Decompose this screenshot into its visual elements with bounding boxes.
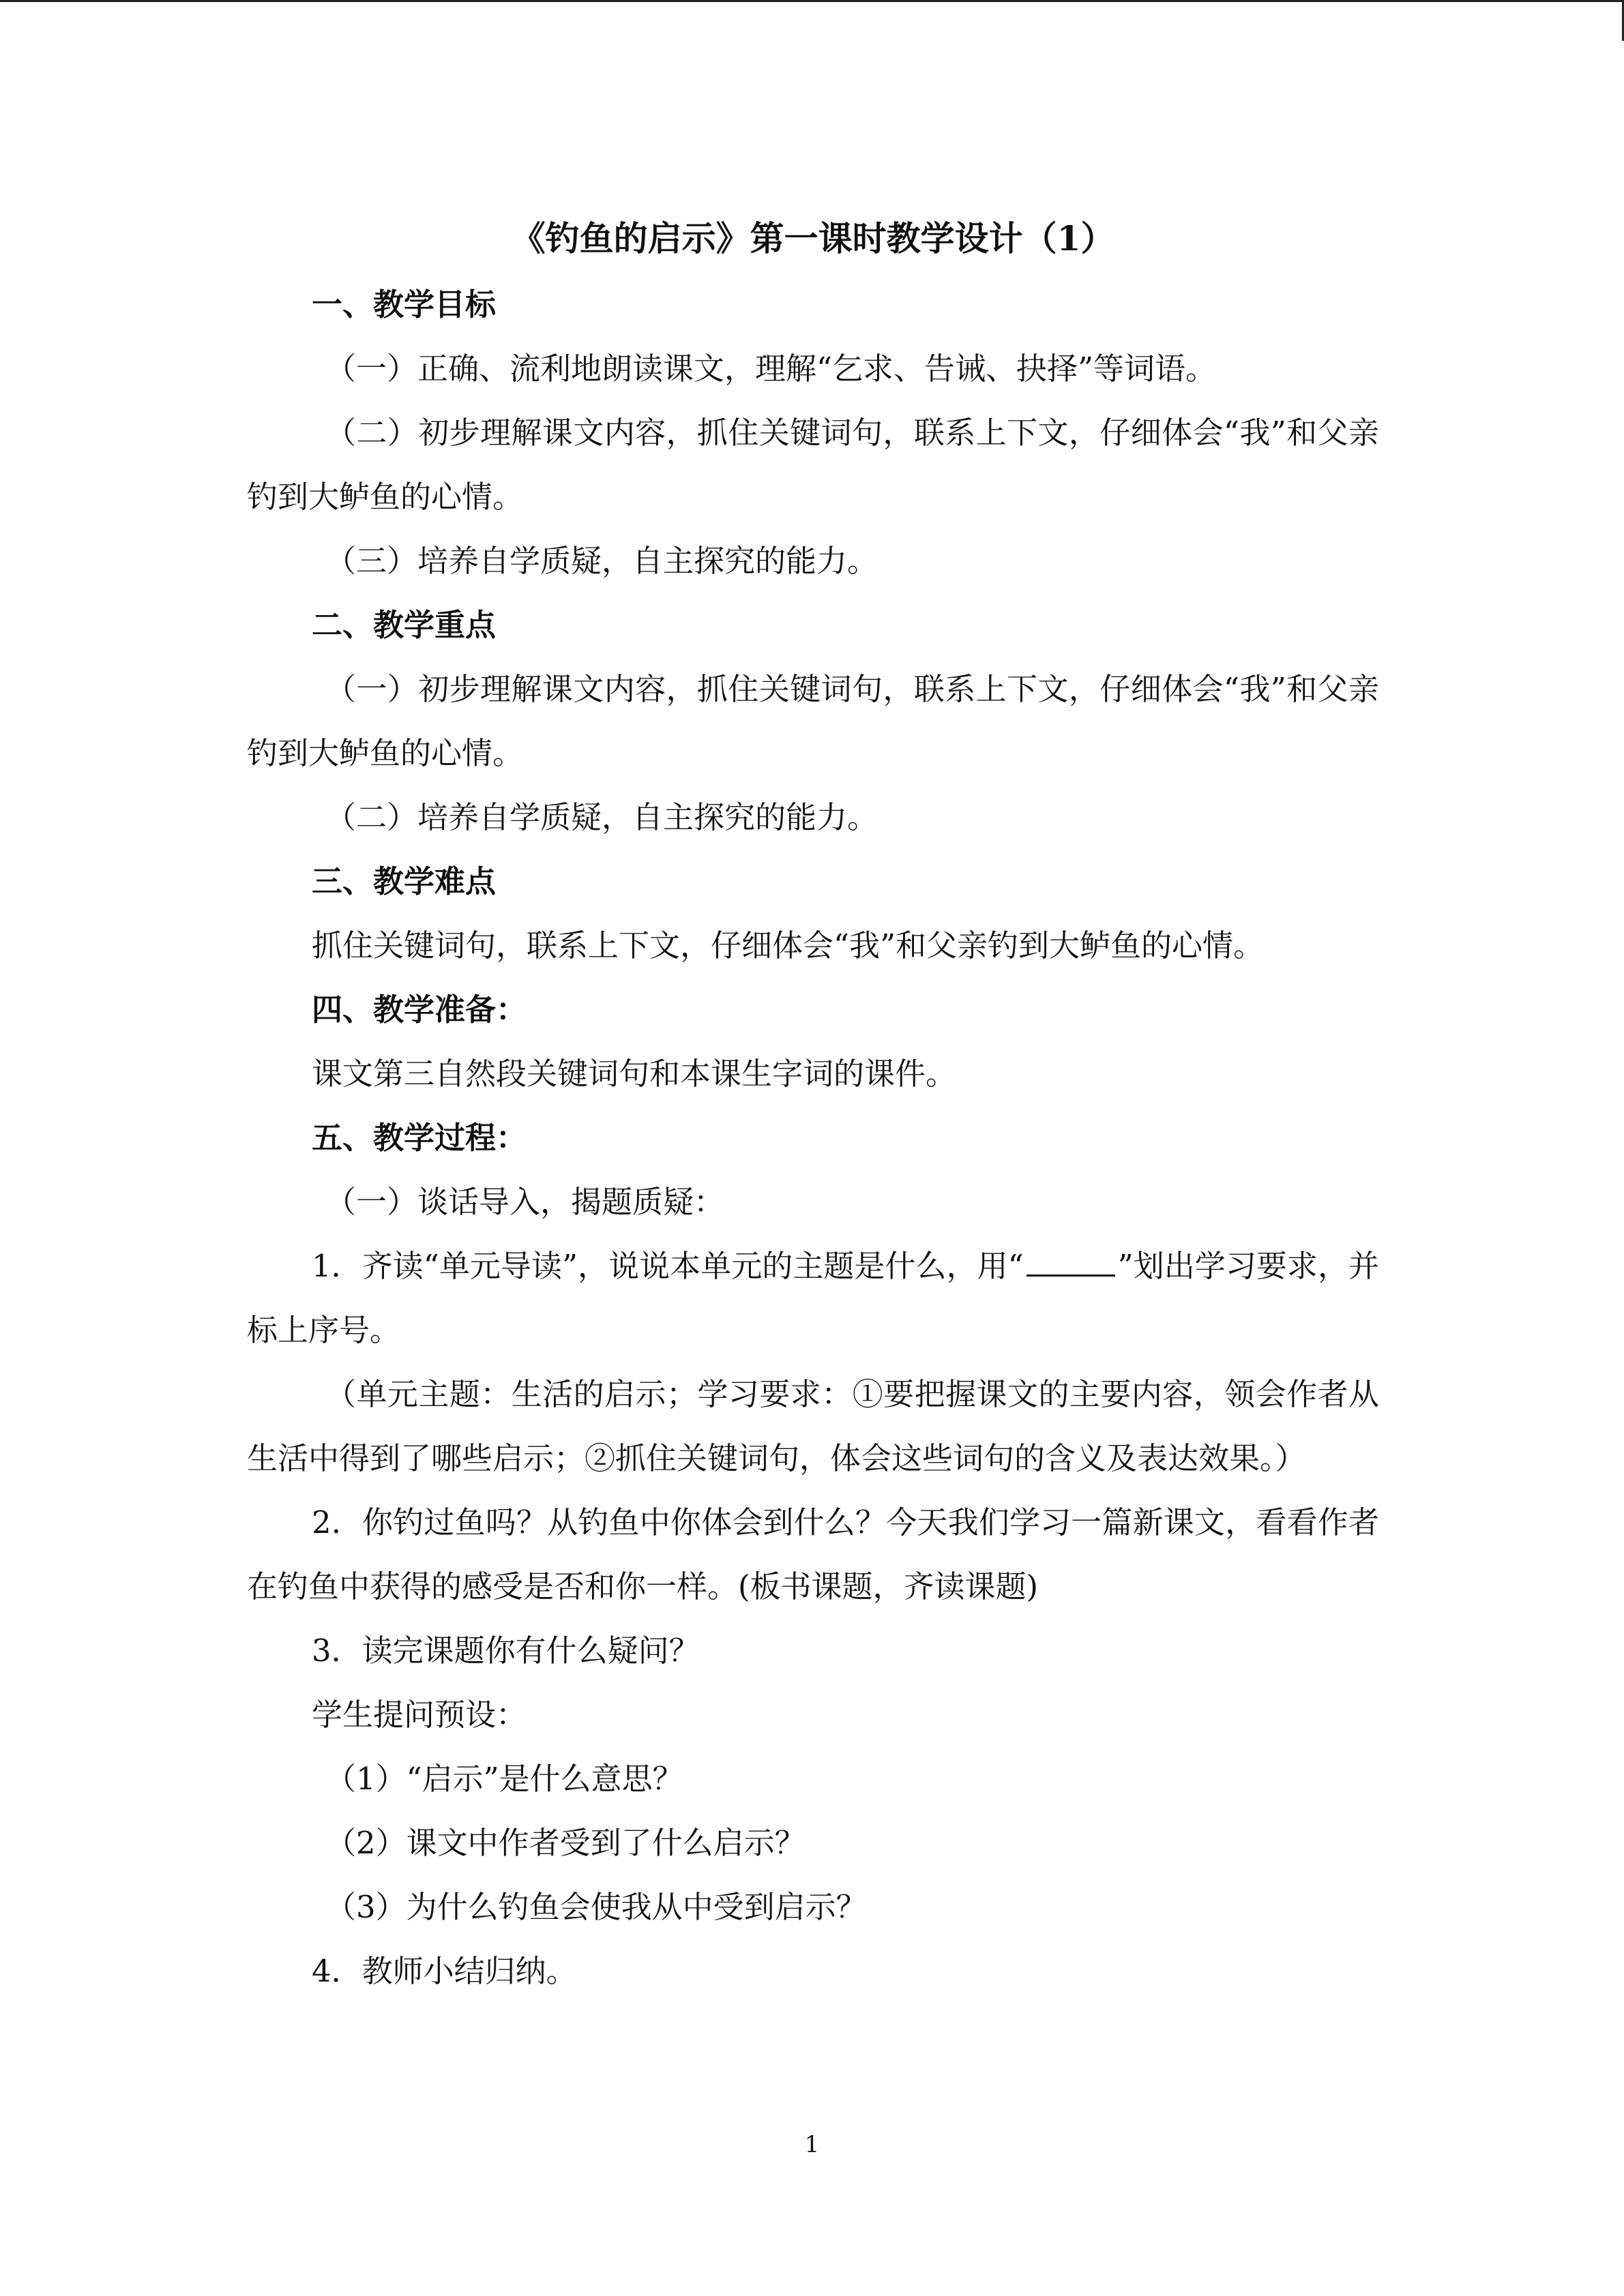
process-step-3: 3．读完课题你有什么疑问？ xyxy=(312,1632,700,1669)
student-question: （2）课文中作者受到了什么启示？ xyxy=(325,1825,806,1861)
section-heading-difficulties: 三、教学难点 xyxy=(312,863,497,899)
preparation-text: 课文第三自然段关键词句和本课生字词的课件。 xyxy=(312,1056,957,1092)
process-step-1-note: （单元主题：生活的启示；学习要求：①要把握课文的主要内容，领会作者从生活中得到了哪些启示；②抓住关键词句，体会这些词句的含义及表达效果。） xyxy=(247,1376,1379,1476)
student-question-preset-label: 学生提问预设： xyxy=(312,1697,527,1733)
section-heading-key-points: 二、教学重点 xyxy=(312,607,497,643)
process-step-2: 2．你钓过鱼吗？从钓鱼中你体会到什么？今天我们学习一篇新课文，看看作者在钓鱼中获得的感受是否和你一样。(板书课题，齐读课题) xyxy=(247,1504,1379,1605)
section-heading-preparation: 四、教学准备： xyxy=(312,992,527,1028)
process-subheading: （一）谈话导入，揭题质疑： xyxy=(325,1184,725,1220)
student-question: （1）“启示”是什么意思？ xyxy=(325,1761,683,1797)
step-1-text-after: ”划出学习要求，并标上序号。 xyxy=(247,1248,1379,1348)
difficulty-text: 抓住关键词句，联系上下文，仔细体会“我”和父亲钓到大鲈鱼的心情。 xyxy=(312,927,1265,964)
key-point-item: （二）培养自学质疑，自主探究的能力。 xyxy=(325,799,879,835)
step-1-text-before: 1．齐读“单元导读”，说说本单元的主题是什么，用“ xyxy=(312,1248,1024,1284)
objective-item: （一）正确、流利地朗读课文，理解“乞求、告诫、抉择”等词语。 xyxy=(325,351,1217,387)
process-step-1 xyxy=(247,1234,1379,1362)
underline-blank xyxy=(1027,1244,1115,1277)
key-point-item: （一）初步理解课文内容，抓住关键词句，联系上下文，仔细体会“我”和父亲钓到大鲈鱼的心情。 xyxy=(247,671,1379,771)
page-number: 1 xyxy=(804,2131,820,2158)
document-title: 《钓鱼的启示》第一课时教学设计（1） xyxy=(511,218,1115,258)
section-heading-objectives: 一、教学目标 xyxy=(312,286,497,323)
objective-item: （二）初步理解课文内容，抓住关键词句，联系上下文，仔细体会“我”和父亲钓到大鲈鱼的心情。 xyxy=(247,415,1379,515)
top-border-line xyxy=(0,0,1624,5)
process-step-4: 4．教师小结归纳。 xyxy=(312,1953,577,1989)
student-question: （3）为什么钓鱼会使我从中受到启示？ xyxy=(325,1889,867,1925)
document-body xyxy=(247,205,1379,2003)
objective-item: （三）培养自学质疑，自主探究的能力。 xyxy=(325,543,879,579)
section-heading-process: 五、教学过程： xyxy=(312,1120,527,1156)
